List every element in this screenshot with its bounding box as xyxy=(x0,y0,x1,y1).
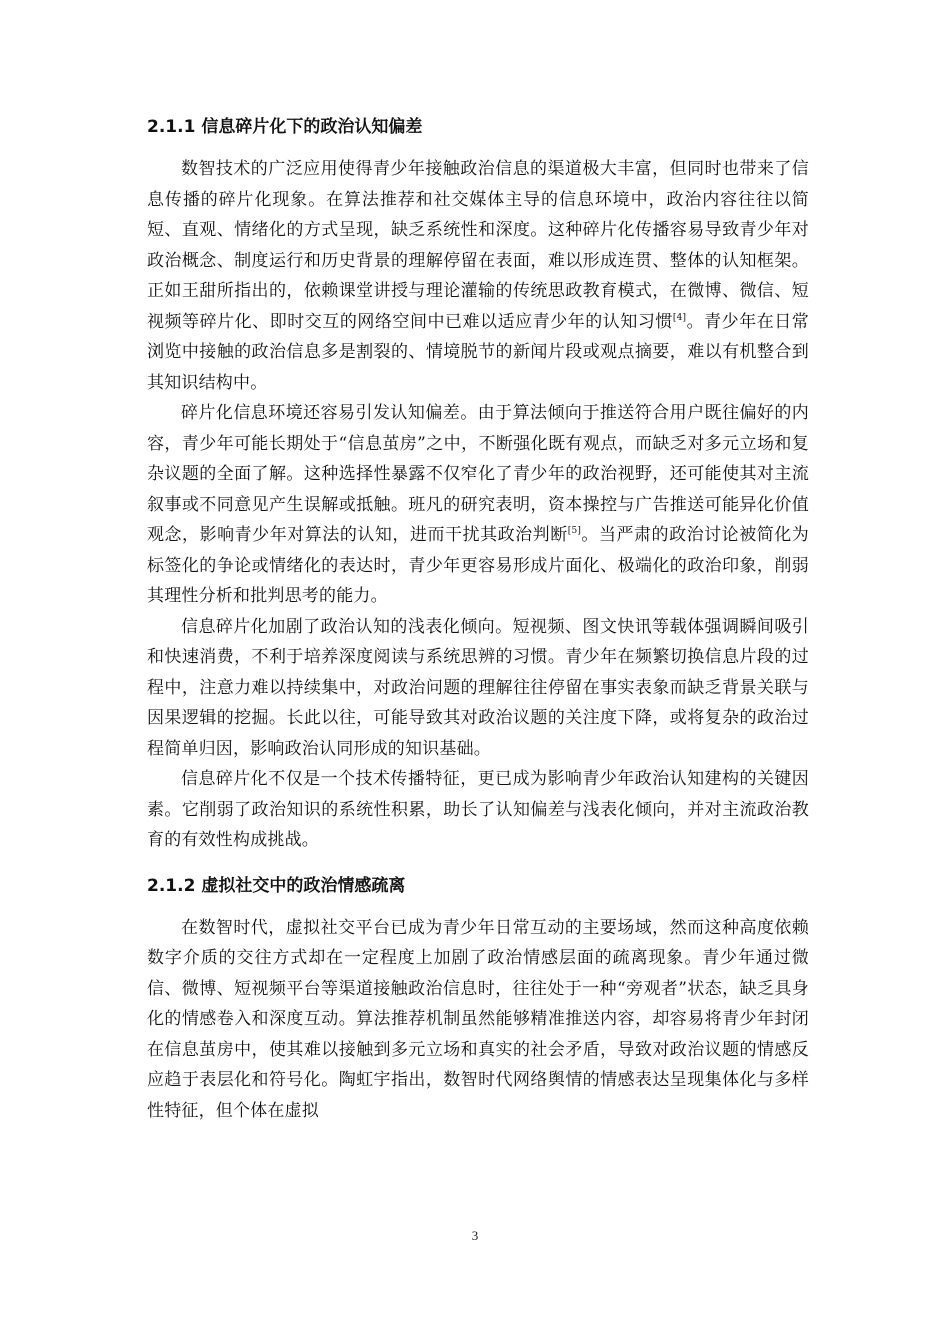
paragraph-text: 数智技术的广泛应用使得青少年接触政治信息的渠道极大丰富，但同时也带来了信息传播的碎片化现象。在算法推荐和社交媒体主导的信息环境中，政治内容往往以简短、直观、情绪化的方式呈现，缺乏系统性和深度。这种碎片化传播容易导致青少年对政治概念、制度运行和历史背景的理解停留在表面，难以形成连贯、整体的认知框架。正如王甜所指出的，依赖课堂讲授与理论灌输的传统思政教育模式，在微博、微信、短视频等碎片化、即时交互的网络空间中已难以适应青少年的认知习惯 xyxy=(147,159,809,332)
paragraph xyxy=(147,764,809,856)
paragraph xyxy=(147,913,809,1127)
paragraph-text: 信息碎片化加剧了政治认知的浅表化倾向。短视频、图文快讯等载体强调瞬间吸引和快速消费，不利于培养深度阅读与系统思辨的习惯。青少年在频繁切换信息片段的过程中，注意力难以持续集中，对政治问题的理解往往停留在事实表象而缺乏背景关联与因果逻辑的挖掘。长此以往，可能导致其对政治议题的关注度下降，或将复杂的政治过程简单归因，影响政治认同形成的知识基础。 xyxy=(147,616,809,759)
section-heading: 2.1.2 虚拟社交中的政治情感疏离 xyxy=(147,875,406,896)
paragraph-text: 碎片化信息环境还容易引发认知偏差。由于算法倾向于推送符合用户既往偏好的内容，青少年可能长期处于“信息茧房”之中，不断强化既有观点，而缺乏对多元立场和复杂议题的全面了解。这种选择性暴露不仅窄化了青少年的政治视野，还可能使其对主流叙事或不同意见产生误解或抵触。班凡的研究表明，资本操控与广告推送可能异化价值观念，影响青少年对算法的认知，进而干扰其政治判断 xyxy=(147,403,809,545)
section-heading: 2.1.1 信息碎片化下的政治认知偏差 xyxy=(147,117,423,137)
citation-marker: [4] xyxy=(672,312,687,323)
paragraph-text: 。青少年在日常浏览中接触的政治信息多是割裂的、情境脱节的新闻片段或观点摘要，难以有机整合到其知识结构中。 xyxy=(147,311,809,393)
paragraph xyxy=(147,612,809,765)
paragraph-text: 信息碎片化不仅是一个技术传播特征，更已成为影响青少年政治认知建构的关键因素。它削弱了政治知识的系统性积累，助长了认知偏差与浅表化倾向，并对主流政治教育的有效性构成挑战。 xyxy=(147,769,809,850)
paragraph-text: 。当严肃的政治讨论被简化为标签化的争论或情绪化的表达时，青少年更容易形成片面化、极端化的政治印象，削弱其理性分析和批判思考的能力。 xyxy=(147,525,809,606)
document-body xyxy=(147,112,809,1126)
paragraph xyxy=(147,398,809,612)
paragraph xyxy=(147,154,809,398)
paragraph-text: 在数智时代，虚拟社交平台已成为青少年日常互动的主要场域，然而这种高度依赖数字介质的交往方式却在一定程度上加剧了政治情感层面的疏离现象。青少年通过微信、微博、短视频平台等渠道接触政治信息时，往往处于一种“旁观者”状态，缺乏具身化的情感卷入和深度互动。算法推荐机制虽然能够精准推送内容，却容易将青少年封闭在信息茧房中，使其难以接触到多元立场和真实的社会矛盾，导致对政治议题的情感反应趋于表层化和符号化。陶虹宇指出，数智时代网络舆情的情感表达呈现集体化与多样性特征，但个体在虚拟 xyxy=(147,917,809,1121)
page-number: 3 xyxy=(471,1228,479,1243)
citation-marker: [5] xyxy=(567,526,582,536)
